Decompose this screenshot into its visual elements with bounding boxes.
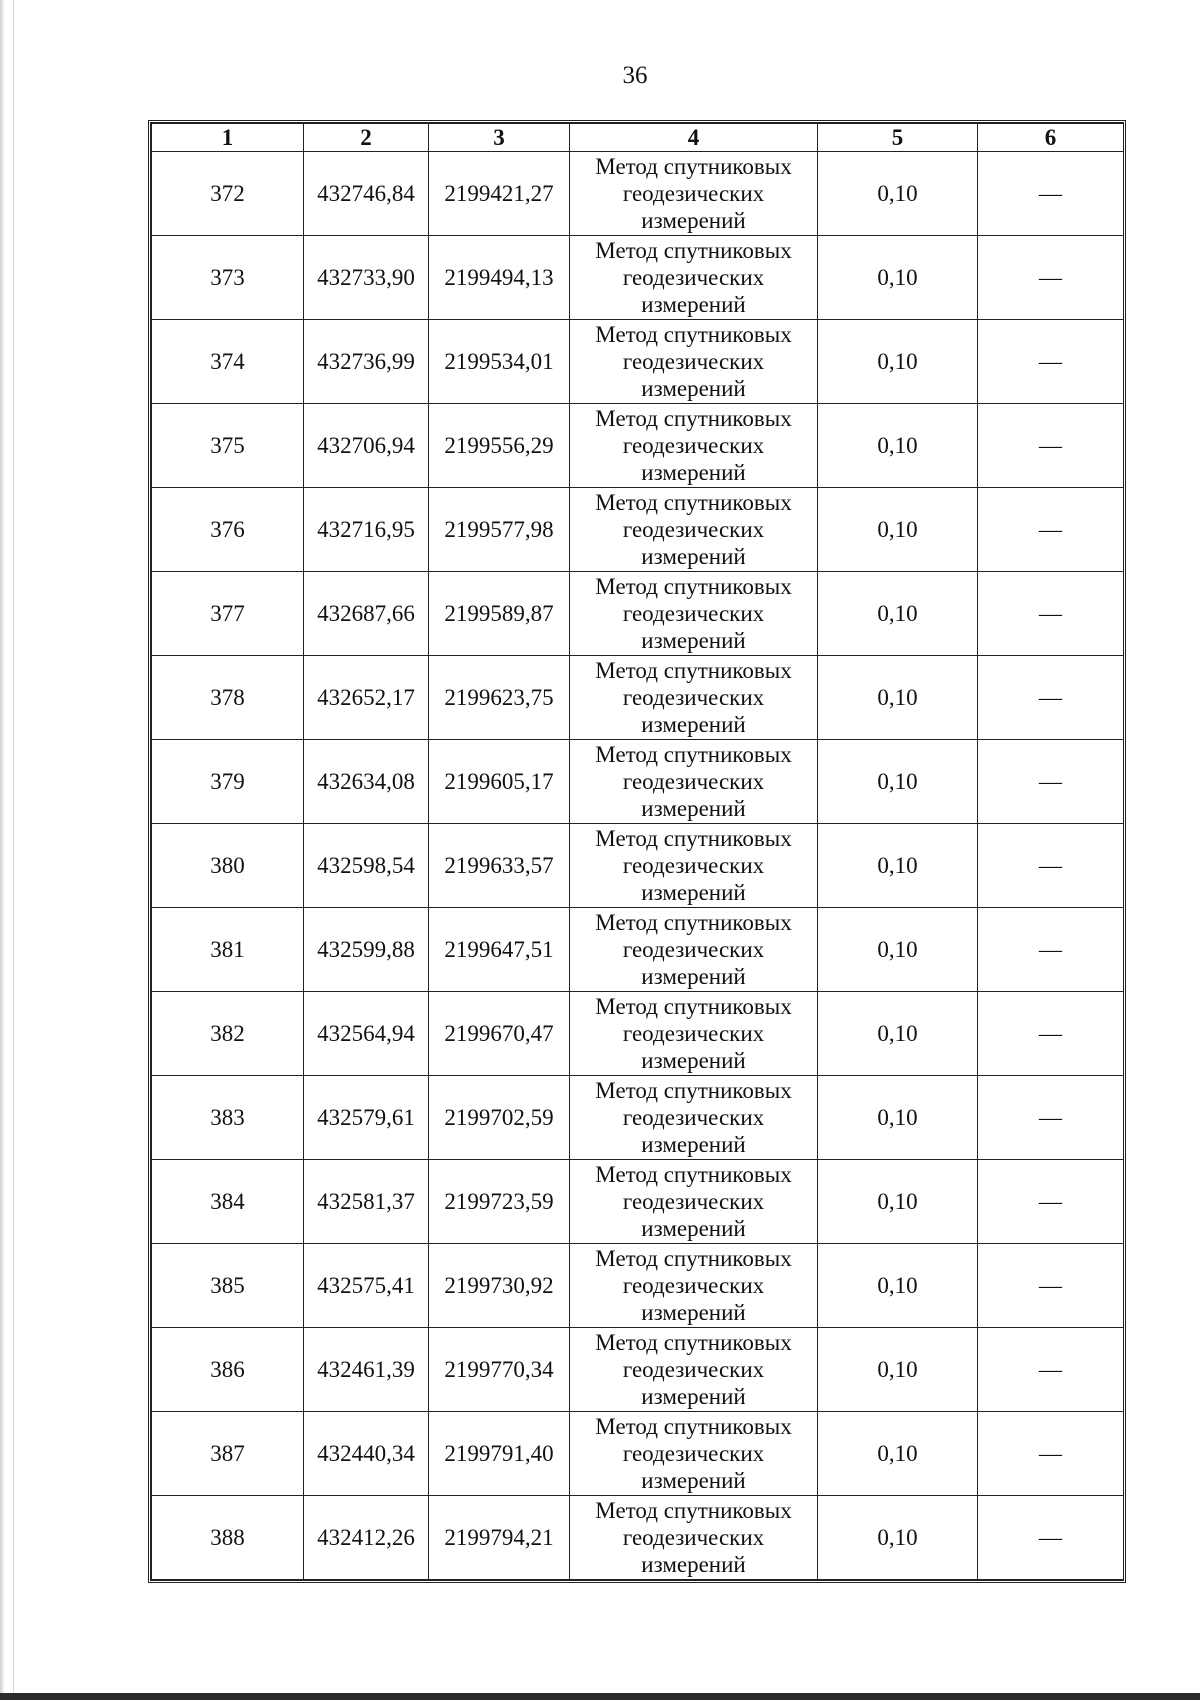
dash-cell: — bbox=[978, 488, 1124, 572]
method-text-line: геодезических bbox=[622, 433, 765, 458]
table-row bbox=[152, 1076, 1124, 1160]
method-cell bbox=[570, 1244, 818, 1328]
method-cell bbox=[570, 1328, 818, 1412]
method-cell bbox=[570, 656, 818, 740]
method-text-line: геодезических bbox=[622, 1357, 765, 1382]
x-coordinate-cell: 432579,61 bbox=[304, 1076, 429, 1160]
x-coordinate-cell: 432564,94 bbox=[304, 992, 429, 1076]
accuracy-cell: 0,10 bbox=[818, 1244, 978, 1328]
method-text-line: Метод спутниковых bbox=[595, 1162, 792, 1187]
accuracy-cell: 0,10 bbox=[818, 320, 978, 404]
scan-margin-line bbox=[13, 0, 14, 1700]
x-coordinate-cell: 432634,08 bbox=[304, 740, 429, 824]
method-text-line: Метод спутниковых bbox=[595, 1078, 792, 1103]
point-number-cell: 381 bbox=[152, 908, 304, 992]
method-cell bbox=[570, 1160, 818, 1244]
method-text-line: Метод спутниковых bbox=[595, 490, 792, 515]
y-coordinate-cell: 2199730,92 bbox=[429, 1244, 570, 1328]
method-text-line: измерений bbox=[641, 1048, 746, 1073]
table-row bbox=[152, 1328, 1124, 1412]
x-coordinate-cell: 432412,26 bbox=[304, 1496, 429, 1580]
dash-cell: — bbox=[978, 404, 1124, 488]
y-coordinate-cell: 2199605,17 bbox=[429, 740, 570, 824]
dash-cell: — bbox=[978, 1328, 1124, 1412]
dash-cell: — bbox=[978, 320, 1124, 404]
method-text-line: измерений bbox=[641, 796, 746, 821]
table-row bbox=[152, 1412, 1124, 1496]
accuracy-cell: 0,10 bbox=[818, 488, 978, 572]
accuracy-cell: 0,10 bbox=[818, 740, 978, 824]
scan-edge-shadow bbox=[0, 0, 4, 1700]
accuracy-cell: 0,10 bbox=[818, 824, 978, 908]
table-row bbox=[152, 908, 1124, 992]
x-coordinate-cell: 432746,84 bbox=[304, 152, 429, 236]
accuracy-cell: 0,10 bbox=[818, 236, 978, 320]
dash-cell: — bbox=[978, 824, 1124, 908]
x-coordinate-cell: 432461,39 bbox=[304, 1328, 429, 1412]
point-number-cell: 379 bbox=[152, 740, 304, 824]
table-row bbox=[152, 404, 1124, 488]
header-col-1: 1 bbox=[152, 124, 304, 152]
method-text-line: измерений bbox=[641, 964, 746, 989]
method-cell bbox=[570, 992, 818, 1076]
method-text-line: Метод спутниковых bbox=[595, 1330, 792, 1355]
coordinates-table bbox=[151, 123, 1124, 1580]
table-row bbox=[152, 152, 1124, 236]
header-col-3: 3 bbox=[429, 124, 570, 152]
dash-cell: — bbox=[978, 1244, 1124, 1328]
x-coordinate-cell: 432687,66 bbox=[304, 572, 429, 656]
point-number-cell: 376 bbox=[152, 488, 304, 572]
dash-cell: — bbox=[978, 152, 1124, 236]
x-coordinate-cell: 432575,41 bbox=[304, 1244, 429, 1328]
dash-cell: — bbox=[978, 572, 1124, 656]
method-text-line: геодезических bbox=[622, 517, 765, 542]
accuracy-cell: 0,10 bbox=[818, 152, 978, 236]
method-cell bbox=[570, 488, 818, 572]
point-number-cell: 383 bbox=[152, 1076, 304, 1160]
method-text-line: геодезических bbox=[622, 349, 765, 374]
point-number-cell: 378 bbox=[152, 656, 304, 740]
method-text-line: Метод спутниковых bbox=[595, 154, 792, 179]
method-text-line: геодезических bbox=[622, 1105, 765, 1130]
y-coordinate-cell: 2199534,01 bbox=[429, 320, 570, 404]
y-coordinate-cell: 2199791,40 bbox=[429, 1412, 570, 1496]
table-row bbox=[152, 236, 1124, 320]
point-number-cell: 375 bbox=[152, 404, 304, 488]
x-coordinate-cell: 432581,37 bbox=[304, 1160, 429, 1244]
y-coordinate-cell: 2199794,21 bbox=[429, 1496, 570, 1580]
accuracy-cell: 0,10 bbox=[818, 908, 978, 992]
y-coordinate-cell: 2199633,57 bbox=[429, 824, 570, 908]
method-text-line: Метод спутниковых bbox=[595, 910, 792, 935]
method-cell bbox=[570, 236, 818, 320]
accuracy-cell: 0,10 bbox=[818, 1412, 978, 1496]
table-header-row bbox=[152, 124, 1124, 152]
method-text-line: геодезических bbox=[622, 685, 765, 710]
x-coordinate-cell: 432706,94 bbox=[304, 404, 429, 488]
method-text-line: геодезических bbox=[622, 937, 765, 962]
x-coordinate-cell: 432599,88 bbox=[304, 908, 429, 992]
method-text-line: измерений bbox=[641, 1300, 746, 1325]
dash-cell: — bbox=[978, 1160, 1124, 1244]
y-coordinate-cell: 2199770,34 bbox=[429, 1328, 570, 1412]
page-number: 36 bbox=[622, 62, 648, 89]
method-text-line: Метод спутниковых bbox=[595, 658, 792, 683]
coordinates-table-frame bbox=[148, 120, 1126, 1583]
method-text-line: измерений bbox=[641, 1468, 746, 1493]
header-col-5: 5 bbox=[818, 124, 978, 152]
method-text-line: измерений bbox=[641, 208, 746, 233]
table-body bbox=[152, 152, 1124, 1580]
table-row bbox=[152, 992, 1124, 1076]
method-cell bbox=[570, 572, 818, 656]
dash-cell: — bbox=[978, 1076, 1124, 1160]
header-col-4: 4 bbox=[570, 124, 818, 152]
method-cell bbox=[570, 1076, 818, 1160]
table-row bbox=[152, 1496, 1124, 1580]
accuracy-cell: 0,10 bbox=[818, 1076, 978, 1160]
x-coordinate-cell: 432598,54 bbox=[304, 824, 429, 908]
method-cell bbox=[570, 404, 818, 488]
method-text-line: Метод спутниковых bbox=[595, 1414, 792, 1439]
x-coordinate-cell: 432652,17 bbox=[304, 656, 429, 740]
dash-cell: — bbox=[978, 656, 1124, 740]
x-coordinate-cell: 432716,95 bbox=[304, 488, 429, 572]
accuracy-cell: 0,10 bbox=[818, 1496, 978, 1580]
point-number-cell: 384 bbox=[152, 1160, 304, 1244]
accuracy-cell: 0,10 bbox=[818, 992, 978, 1076]
method-text-line: геодезических bbox=[622, 769, 765, 794]
table-row bbox=[152, 488, 1124, 572]
point-number-cell: 374 bbox=[152, 320, 304, 404]
dash-cell: — bbox=[978, 740, 1124, 824]
method-text-line: геодезических bbox=[622, 1525, 765, 1550]
table-row bbox=[152, 320, 1124, 404]
method-text-line: Метод спутниковых bbox=[595, 826, 792, 851]
method-cell bbox=[570, 908, 818, 992]
point-number-cell: 388 bbox=[152, 1496, 304, 1580]
accuracy-cell: 0,10 bbox=[818, 1328, 978, 1412]
method-text-line: Метод спутниковых bbox=[595, 994, 792, 1019]
y-coordinate-cell: 2199577,98 bbox=[429, 488, 570, 572]
method-text-line: геодезических bbox=[622, 601, 765, 626]
point-number-cell: 377 bbox=[152, 572, 304, 656]
dash-cell: — bbox=[978, 908, 1124, 992]
header-col-2: 2 bbox=[304, 124, 429, 152]
accuracy-cell: 0,10 bbox=[818, 572, 978, 656]
method-cell bbox=[570, 740, 818, 824]
y-coordinate-cell: 2199647,51 bbox=[429, 908, 570, 992]
y-coordinate-cell: 2199421,27 bbox=[429, 152, 570, 236]
point-number-cell: 387 bbox=[152, 1412, 304, 1496]
table-row bbox=[152, 572, 1124, 656]
method-text-line: Метод спутниковых bbox=[595, 574, 792, 599]
method-text-line: измерений bbox=[641, 460, 746, 485]
point-number-cell: 380 bbox=[152, 824, 304, 908]
method-text-line: Метод спутниковых bbox=[595, 742, 792, 767]
method-text-line: Метод спутниковых bbox=[595, 1246, 792, 1271]
method-text-line: геодезических bbox=[622, 265, 765, 290]
y-coordinate-cell: 2199723,59 bbox=[429, 1160, 570, 1244]
accuracy-cell: 0,10 bbox=[818, 656, 978, 740]
point-number-cell: 373 bbox=[152, 236, 304, 320]
method-text-line: Метод спутниковых bbox=[595, 1498, 792, 1523]
method-text-line: измерений bbox=[641, 1132, 746, 1157]
point-number-cell: 386 bbox=[152, 1328, 304, 1412]
method-text-line: геодезических bbox=[622, 1189, 765, 1214]
accuracy-cell: 0,10 bbox=[818, 1160, 978, 1244]
method-text-line: геодезических bbox=[622, 1273, 765, 1298]
y-coordinate-cell: 2199494,13 bbox=[429, 236, 570, 320]
method-text-line: измерений bbox=[641, 292, 746, 317]
table-row bbox=[152, 656, 1124, 740]
dash-cell: — bbox=[978, 236, 1124, 320]
accuracy-cell: 0,10 bbox=[818, 404, 978, 488]
table-row bbox=[152, 1244, 1124, 1328]
method-cell bbox=[570, 824, 818, 908]
dash-cell: — bbox=[978, 992, 1124, 1076]
y-coordinate-cell: 2199589,87 bbox=[429, 572, 570, 656]
method-text-line: Метод спутниковых bbox=[595, 406, 792, 431]
method-text-line: измерений bbox=[641, 376, 746, 401]
x-coordinate-cell: 432733,90 bbox=[304, 236, 429, 320]
method-text-line: измерений bbox=[641, 628, 746, 653]
x-coordinate-cell: 432736,99 bbox=[304, 320, 429, 404]
method-text-line: Метод спутниковых bbox=[595, 238, 792, 263]
method-text-line: геодезических bbox=[622, 853, 765, 878]
scan-bottom-border bbox=[0, 1693, 1200, 1700]
y-coordinate-cell: 2199556,29 bbox=[429, 404, 570, 488]
method-cell bbox=[570, 1496, 818, 1580]
table-row bbox=[152, 824, 1124, 908]
header-col-6: 6 bbox=[978, 124, 1124, 152]
point-number-cell: 382 bbox=[152, 992, 304, 1076]
method-cell bbox=[570, 320, 818, 404]
y-coordinate-cell: 2199670,47 bbox=[429, 992, 570, 1076]
method-text-line: геодезических bbox=[622, 1021, 765, 1046]
method-text-line: геодезических bbox=[622, 1441, 765, 1466]
table-row bbox=[152, 1160, 1124, 1244]
method-text-line: измерений bbox=[641, 1216, 746, 1241]
point-number-cell: 372 bbox=[152, 152, 304, 236]
point-number-cell: 385 bbox=[152, 1244, 304, 1328]
method-text-line: измерений bbox=[641, 712, 746, 737]
x-coordinate-cell: 432440,34 bbox=[304, 1412, 429, 1496]
y-coordinate-cell: 2199623,75 bbox=[429, 656, 570, 740]
y-coordinate-cell: 2199702,59 bbox=[429, 1076, 570, 1160]
dash-cell: — bbox=[978, 1412, 1124, 1496]
method-cell bbox=[570, 1412, 818, 1496]
method-text-line: измерений bbox=[641, 1552, 746, 1577]
method-text-line: измерений bbox=[641, 880, 746, 905]
method-text-line: геодезических bbox=[622, 181, 765, 206]
method-text-line: измерений bbox=[641, 544, 746, 569]
table-row bbox=[152, 740, 1124, 824]
method-cell bbox=[570, 152, 818, 236]
dash-cell: — bbox=[978, 1496, 1124, 1580]
method-text-line: Метод спутниковых bbox=[595, 322, 792, 347]
method-text-line: измерений bbox=[641, 1384, 746, 1409]
